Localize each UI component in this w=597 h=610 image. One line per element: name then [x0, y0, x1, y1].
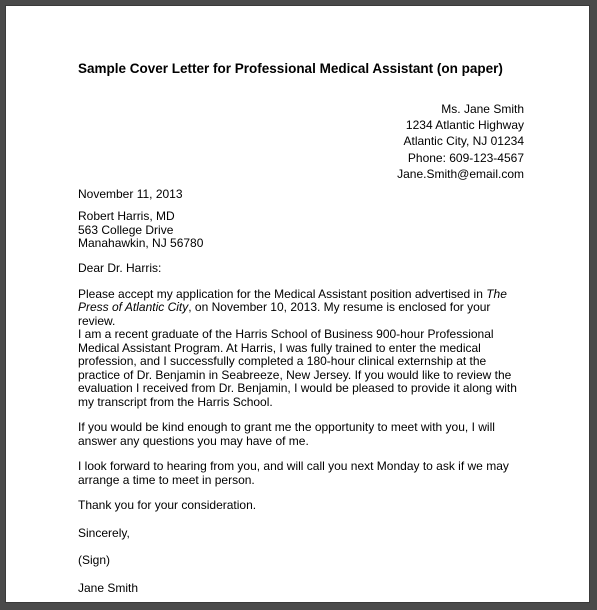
recipient-city: Manahawkin, NJ 56780: [78, 236, 204, 250]
sender-email: Jane.Smith@email.com: [397, 166, 524, 181]
paragraph-qualifications: I am a recent graduate of the Harris School of Business 900-hour Professional Medical Assistant Program. At Harris, I was fully trained to enter the medical profession, and I successfully completed a 180-hour clinical externship at the practice of Dr. Benjamin in Seabreeze, New Jersey. If you would like to review the evaluation I received from Dr. Benjamin, I would be pleased to provide it along with my transcript from the Harris School.: [78, 327, 517, 409]
paragraph-follow-up: I look forward to hearing from you, and will call you next Monday to ask if we may arrange a time to meet in person.: [78, 459, 509, 487]
document-title: Sample Cover Letter for Professional Medical Assistant (on paper): [78, 61, 503, 76]
sender-phone: Phone: 609-123-4567: [407, 150, 524, 165]
sender-name: Ms. Jane Smith: [441, 102, 524, 116]
paragraph-application-end: , on November 10, 2013. My resume is enclosed for your review.: [78, 300, 491, 328]
letter-date: November 11, 2013: [78, 187, 183, 201]
salutation: Dear Dr. Harris:: [78, 261, 162, 275]
signer-name: Jane Smith: [78, 580, 139, 595]
paragraph-application-start: Please accept my application for the Medical Assistant position advertised in: [78, 286, 487, 301]
letter-page: [5, 5, 590, 603]
recipient-street: 563 College Drive: [78, 222, 174, 237]
sender-address-block: [397, 101, 524, 182]
closing-line: Sincerely,: [78, 525, 130, 540]
letter-body: [78, 262, 523, 595]
recipient-name: Robert Harris, MD: [78, 209, 175, 223]
sender-city: Atlantic City, NJ 01234: [403, 134, 524, 149]
paragraph-meeting-request: If you would be kind enough to grant me the opportunity to meet with you, I will answer any questions you may have of me.: [78, 420, 495, 448]
paragraph-application: [78, 288, 523, 329]
sender-street: 1234 Atlantic Highway: [405, 118, 524, 133]
publication-name: The Press of Atlantic City: [78, 286, 507, 314]
signature-placeholder: (Sign): [78, 553, 111, 567]
thanks-line: Thank you for your consideration.: [78, 498, 257, 512]
recipient-address-block: [78, 210, 203, 251]
